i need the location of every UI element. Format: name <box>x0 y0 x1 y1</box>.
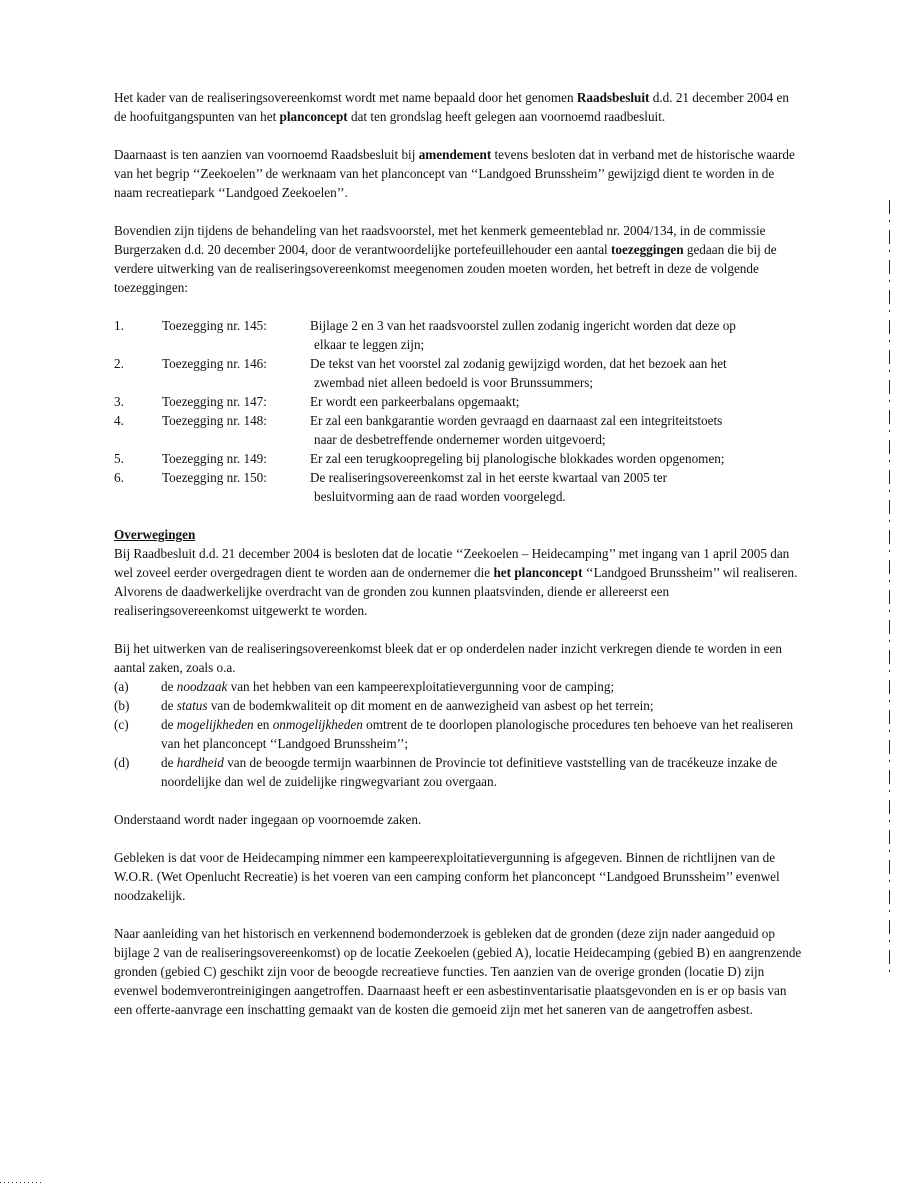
item-number: 6. <box>114 470 124 485</box>
item-number: 2. <box>114 356 124 371</box>
italic-term: mogelijkheden <box>176 717 254 732</box>
list-item <box>114 411 804 449</box>
item-label: Toezegging nr. 149: <box>162 451 267 466</box>
item-text-line: Er wordt een parkeerbalans opgemaakt; <box>310 394 520 409</box>
list-item <box>114 392 804 411</box>
item-text-line: Er zal een terugkoopregeling bij planologische blokkades worden opgenomen; <box>310 451 725 466</box>
item-text <box>310 316 804 354</box>
item-text <box>310 392 804 411</box>
zaken-block <box>114 639 804 791</box>
item-text-line: Bijlage 2 en 3 van het raadsvoorstel zullen zodanig ingericht worden dat deze op <box>310 318 736 333</box>
item-text-line: Er zal een bankgarantie worden gevraagd en daarnaast zal een integriteitstoets <box>310 413 723 428</box>
list-item <box>114 753 804 791</box>
item-text-line: De tekst van het voorstel zal zodanig gewijzigd worden, dat het bezoek aan het <box>310 356 727 371</box>
italic-term: noodzaak <box>176 679 228 694</box>
overwegingen-section <box>114 525 804 620</box>
list-item <box>114 715 804 753</box>
item-label: Toezegging nr. 148: <box>162 413 267 428</box>
item-number: 3. <box>114 394 124 409</box>
bold-term-toezeggingen: toezeggingen <box>611 242 684 257</box>
item-label: Toezegging nr. 147: <box>162 394 267 409</box>
bold-term-raadsbesluit: Raadsbesluit <box>576 90 650 105</box>
text-run: de <box>161 717 177 732</box>
text-run: Bij Raadbesluit d.d. 21 december 2004 is besloten dat de locatie ‘‘Zeekoelen – Heidecamping’’ met ingang van 1 april 2005 dan wel zoveel eerder overgedragen dient te worden aan de ondernemer die <box>114 546 790 580</box>
item-text <box>310 468 804 506</box>
scan-dots-artifact <box>0 1182 44 1183</box>
text-run: de <box>161 679 177 694</box>
text-run: van het hebben van een kampeerexploitatievergunning voor de camping; <box>227 679 615 694</box>
zaken-list <box>114 677 804 791</box>
bold-term-planconcept: planconcept <box>279 109 348 124</box>
paragraph: Bij het uitwerken van de realiseringsovereenkomst bleek dat er op onderdelen nader inzicht verkregen diende te worden in een aantal zaken, zoals o.a. <box>114 641 782 675</box>
item-text <box>310 449 804 468</box>
list-item <box>114 449 804 468</box>
text-run: gedaan die bij de verdere uitwerking van de realiseringsovereenkomst meegenomen zouden moeten worden, het betreft in deze de volgende toezeggingen: <box>114 242 777 295</box>
section-heading-overwegingen: Overwegingen <box>114 527 196 542</box>
item-number: 5. <box>114 451 124 466</box>
item-text <box>161 696 804 715</box>
item-text-line: elkaar te leggen zijn; <box>314 337 425 352</box>
item-marker: (b) <box>114 698 130 713</box>
item-text-line: zwembad niet alleen bedoeld is voor Brunssummers; <box>314 375 594 390</box>
item-text <box>161 677 804 696</box>
item-text-line: naar de desbetreffende ondernemer worden uitgevoerd; <box>314 432 606 447</box>
text-run: Bovendien zijn tijdens de behandeling van het raadsvoorstel, met het kenmerk gemeenteblad nr. 2004/134, in de commissie Burgerzaken d.d. 20 december 2004, door de verantwoordelijke portefeuillehouder een aantal <box>114 223 766 257</box>
text-run: tevens besloten dat in verband met de historische waarde van het begrip ‘‘Zeekoelen’’ de werknaam van het planconcept van ‘‘Landgoed Brunssheim’’ gewijzigd dient te worden in de naam recreatiepark ‘‘Landgoed Zeekoelen’’. <box>114 147 795 200</box>
scan-edge-artifact <box>889 200 890 980</box>
text-run: Daarnaast is ten aanzien van voornoemd Raadsbesluit bij <box>114 147 419 162</box>
item-label: Toezegging nr. 145: <box>162 318 267 333</box>
paragraph: Gebleken is dat voor de Heidecamping nimmer een kampeerexploitatievergunning is afgegeven. Binnen de richtlijnen van de W.O.R. (Wet Openlucht Recreatie) is het voeren van een camping conform het planconcept ‘‘Landgoed Brunssheim’’ evenwel noodzakelijk. <box>114 850 780 903</box>
list-item <box>114 468 804 506</box>
text-run: ‘‘Landgoed Brunssheim’’ wil realiseren. Alvorens de daadwerkelijke overdracht van de gronden zou kunnen plaatsvinden, diende er allereerst een realiseringsovereenkomst uitgewerkt te worden. <box>114 565 798 618</box>
text-run: de <box>161 755 177 770</box>
paragraph: Onderstaand wordt nader ingegaan op voornoemde zaken. <box>114 812 422 827</box>
item-marker: (a) <box>114 679 129 694</box>
list-item <box>114 354 804 392</box>
document-page <box>114 88 804 1038</box>
item-text <box>310 411 804 449</box>
item-text <box>310 354 804 392</box>
intro-paragraph-2 <box>114 145 804 202</box>
item-text-line: De realiseringsovereenkomst zal in het eerste kwartaal van 2005 ter <box>310 470 668 485</box>
item-text <box>161 753 804 791</box>
paragraph: Naar aanleiding van het historisch en verkennend bodemonderzoek is gebleken dat de gronden (deze zijn nader aangeduid op bijlage 2 van de realiseringsovereenkomst) op de locatie Zeekoelen (gebied A), locatie Heidecamping (gebied B) en aangrenzende gronden (gebied C) geschikt zijn voor de beoogde recreatieve functies. Ten aanzien van de overige gronden (locatie D) zijn evenwel bodemverontreinigingen aangetroffen. Daarnaast heeft er een asbestinventarisatie plaatsgevonden en is er op basis van een offerte-aanvrage een inschatting gemaakt van de kosten die gemoeid zijn met het saneren van de aangetroffen asbest. <box>114 926 802 1017</box>
bold-term-planconcept: het planconcept <box>493 565 583 580</box>
text-run: van de beoogde termijn waarbinnen de Provincie tot definitieve vaststelling van de tracékeuze inzake de noordelijke dan wel de zuidelijke ringwegvariant zou overgaan. <box>161 755 778 789</box>
item-text <box>161 715 804 753</box>
item-marker: (d) <box>114 755 130 770</box>
text-run: omtrent de te doorlopen planologische procedures ten behoeve van het realiseren van het planconcept ‘‘Landgoed Brunssheim’’; <box>161 717 794 751</box>
italic-term: onmogelijkheden <box>272 717 363 732</box>
text-run: d.d. 21 december 2004 en de hoofuitgangspunten van het <box>114 90 789 124</box>
text-run: van de bodemkwaliteit op dit moment en de aanwezigheid van asbest op het terrein; <box>207 698 654 713</box>
italic-term: status <box>176 698 208 713</box>
item-label: Toezegging nr. 150: <box>162 470 267 485</box>
text-run: de <box>161 698 177 713</box>
item-text-line: besluitvorming aan de raad worden voorgelegd. <box>314 489 566 504</box>
intro-paragraph-1 <box>114 88 804 126</box>
list-item <box>114 696 804 715</box>
item-number: 4. <box>114 413 124 428</box>
italic-term: hardheid <box>176 755 224 770</box>
item-number: 1. <box>114 318 124 333</box>
item-label: Toezegging nr. 146: <box>162 356 267 371</box>
text-run: Het kader van de realiseringsovereenkomst wordt met name bepaald door het genomen <box>114 90 577 105</box>
bold-term-amendement: amendement <box>418 147 492 162</box>
item-marker: (c) <box>114 717 129 732</box>
list-item <box>114 316 804 354</box>
toezeggingen-list <box>114 316 804 506</box>
text-run: en <box>253 717 273 732</box>
intro-paragraph-3 <box>114 221 804 297</box>
list-item <box>114 677 804 696</box>
text-run: dat ten grondslag heeft gelegen aan voornoemd raadbesluit. <box>347 109 666 124</box>
